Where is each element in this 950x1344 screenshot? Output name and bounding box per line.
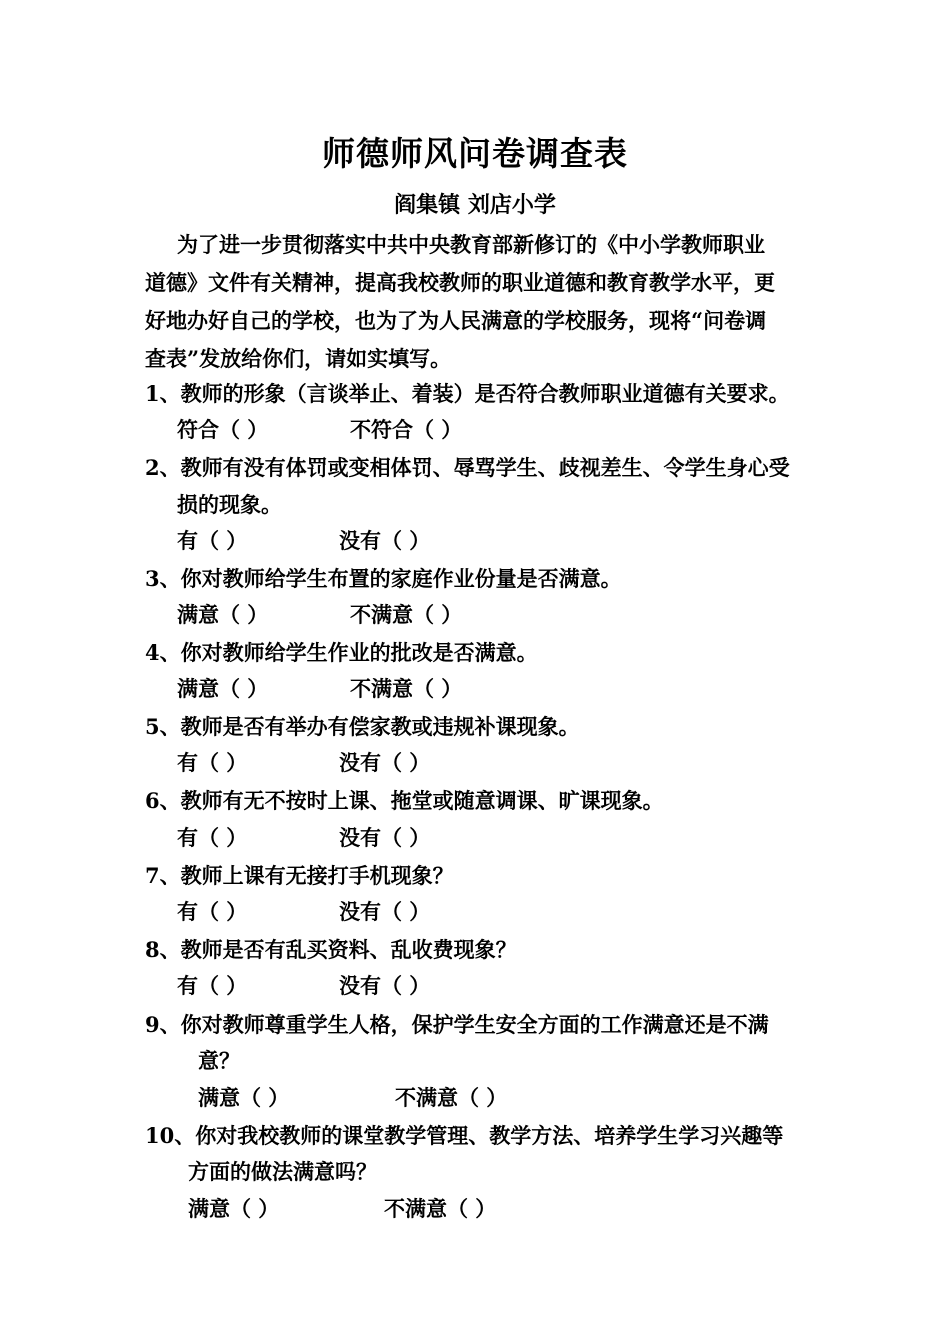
intro-line: 为了进一步贯彻落实中共中央教育部新修订的《中小学教师职业 — [177, 232, 765, 257]
question-2-cont: 损的现象。 — [177, 492, 282, 517]
question-8: 8、教师是否有乱买资料、乱收费现象？ — [145, 937, 517, 962]
question-9: 9、你对教师尊重学生人格，保护学生安全方面的工作满意还是不满 — [145, 1012, 769, 1037]
q10-option-no[interactable]: 不满意（ ） — [384, 1196, 497, 1221]
q6-option-yes[interactable]: 有（ ） — [177, 825, 248, 850]
q1-option-no[interactable]: 不符合（ ） — [350, 417, 463, 442]
question-1: 1、教师的形象（言谈举止、着装）是否符合教师职业道德有关要求。 — [145, 381, 790, 406]
q10-option-yes[interactable]: 满意（ ） — [188, 1196, 280, 1221]
q3-option-no[interactable]: 不满意（ ） — [350, 602, 463, 627]
question-10-cont: 方面的做法满意吗？ — [188, 1159, 377, 1184]
q4-option-no[interactable]: 不满意（ ） — [350, 676, 463, 701]
school-name: 阎集镇 刘店小学 — [394, 192, 556, 218]
q9-option-yes[interactable]: 满意（ ） — [198, 1085, 290, 1110]
question-2: 2、教师有没有体罚或变相体罚、辱骂学生、歧视差生、令学生身心受 — [145, 455, 790, 480]
q5-option-no[interactable]: 没有（ ） — [339, 750, 431, 775]
question-10: 10、你对我校教师的课堂教学管理、教学方法、培养学生学习兴趣等 — [145, 1123, 784, 1148]
question-5: 5、教师是否有举办有偿家教或违规补课现象。 — [145, 714, 580, 739]
q5-option-yes[interactable]: 有（ ） — [177, 750, 248, 775]
q8-option-no[interactable]: 没有（ ） — [339, 973, 431, 998]
question-9-cont: 意？ — [198, 1048, 240, 1073]
q8-option-yes[interactable]: 有（ ） — [177, 973, 248, 998]
intro-paragraph — [145, 226, 810, 378]
q4-option-yes[interactable]: 满意（ ） — [177, 676, 269, 701]
question-4: 4、你对教师给学生作业的批改是否满意。 — [145, 640, 538, 665]
intro-line: 查表”发放给你们，请如实填写。 — [145, 346, 452, 371]
q3-option-yes[interactable]: 满意（ ） — [177, 602, 269, 627]
intro-line: 好地办好自己的学校，也为了为人民满意的学校服务，现将“问卷调 — [145, 308, 767, 333]
q2-option-no[interactable]: 没有（ ） — [339, 528, 431, 553]
q6-option-no[interactable]: 没有（ ） — [339, 825, 431, 850]
question-3: 3、你对教师给学生布置的家庭作业份量是否满意。 — [145, 566, 622, 591]
q7-option-no[interactable]: 没有（ ） — [339, 899, 431, 924]
q2-option-yes[interactable]: 有（ ） — [177, 528, 248, 553]
intro-line: 道德》文件有关精神，提高我校教师的职业道德和教育教学水平，更 — [145, 270, 775, 295]
q1-option-yes[interactable]: 符合（ ） — [177, 417, 269, 442]
question-6: 6、教师有无不按时上课、拖堂或随意调课、旷课现象。 — [145, 788, 664, 813]
question-7: 7、教师上课有无接打手机现象？ — [145, 863, 454, 888]
q9-option-no[interactable]: 不满意（ ） — [395, 1085, 508, 1110]
q7-option-yes[interactable]: 有（ ） — [177, 899, 248, 924]
page-title: 师德师风问卷调查表 — [322, 134, 628, 173]
